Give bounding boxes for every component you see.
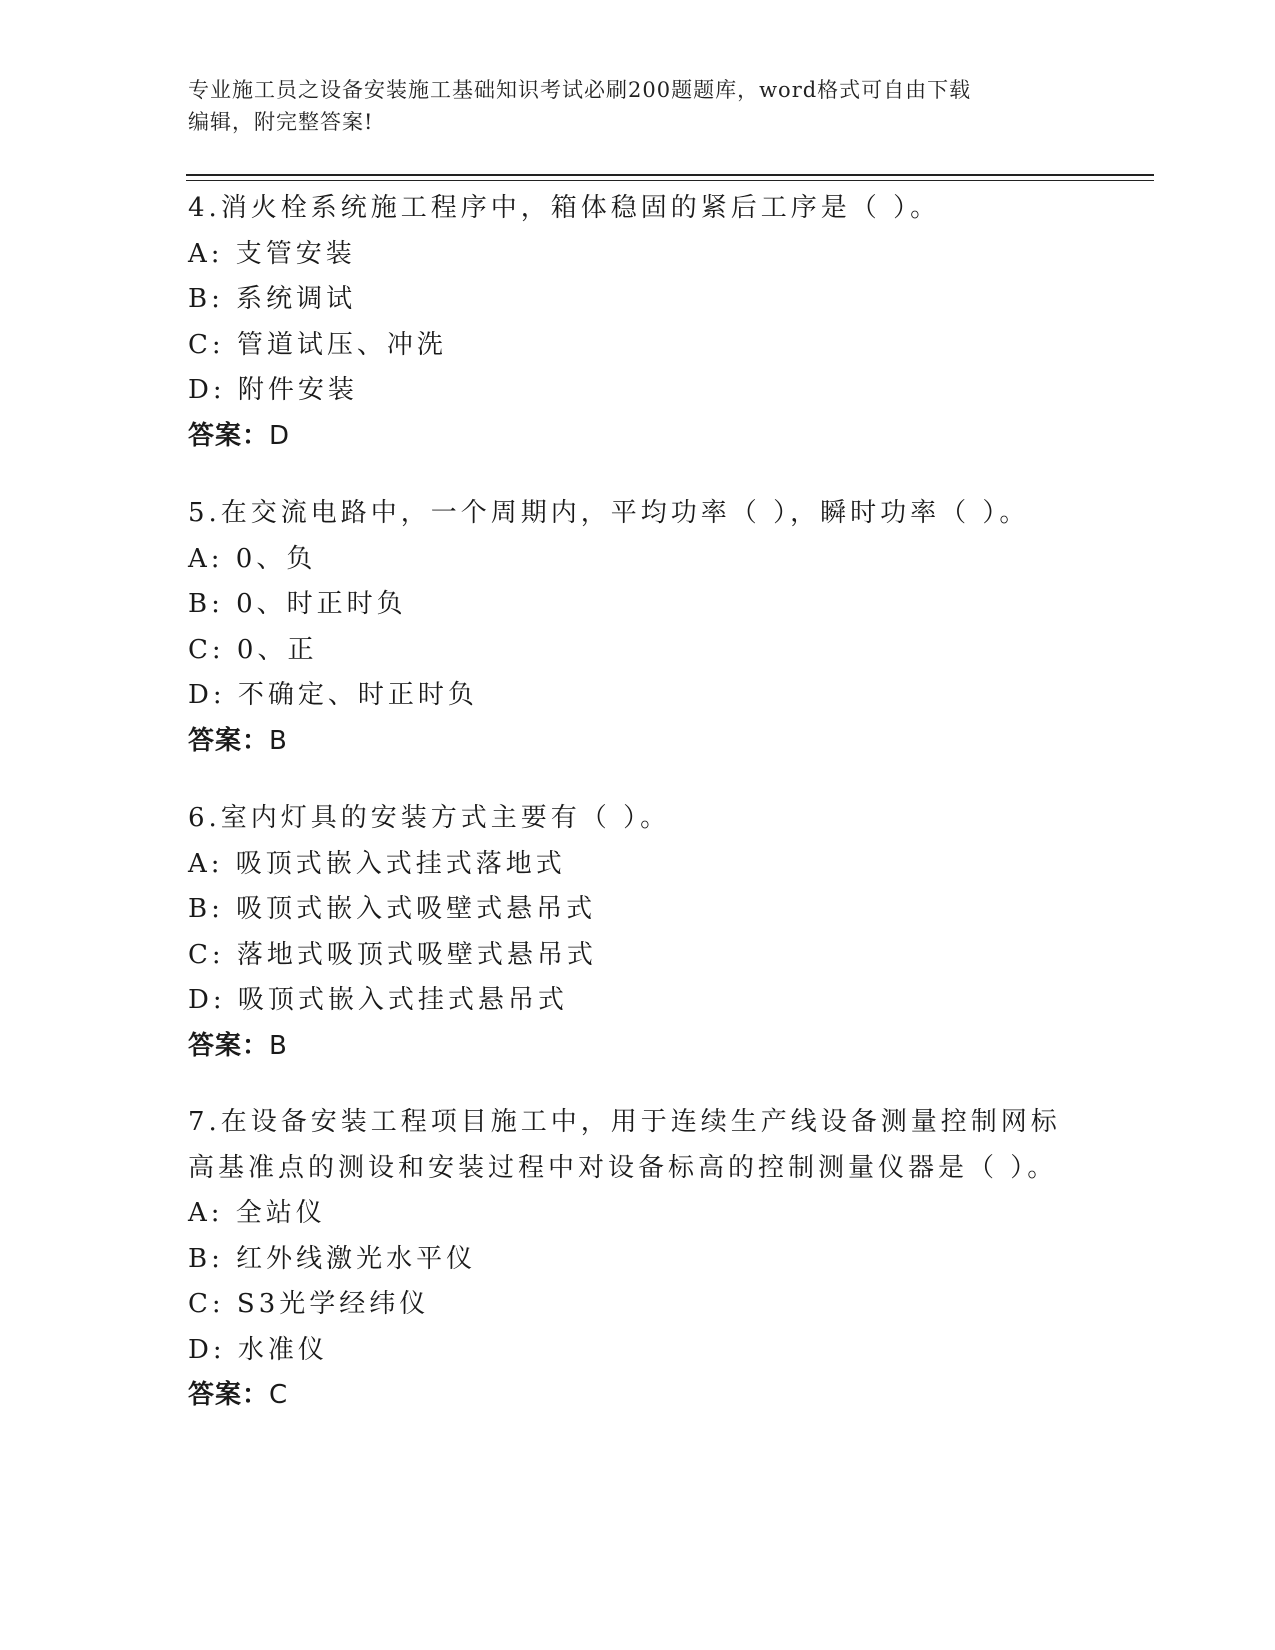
answer-line xyxy=(188,414,1088,460)
header-rule-thick xyxy=(186,174,1154,176)
question-stem: 5.在交流电路中，一个周期内，平均功率（ ），瞬时功率（ ）。 xyxy=(188,498,1030,528)
question-block xyxy=(188,796,1088,1069)
question-stem: 6.室内灯具的安装方式主要有（ ）。 xyxy=(188,803,671,833)
answer-label: 答案： xyxy=(188,725,270,756)
option-b: B: 吸顶式嵌入式吸壁式悬吊式 xyxy=(188,894,597,924)
question-block xyxy=(188,491,1088,764)
option-a: A: 吸顶式嵌入式挂式落地式 xyxy=(188,848,566,879)
option-b: B: 0、时正时负 xyxy=(188,589,407,619)
option-b: B: 红外线激光水平仪 xyxy=(188,1243,477,1274)
option-a: A: 0、负 xyxy=(188,543,317,574)
answer-value: D xyxy=(269,420,291,451)
header-rule-thin xyxy=(186,180,1154,181)
option-a: A: 全站仪 xyxy=(188,1198,326,1228)
answer-label: 答案： xyxy=(188,420,270,451)
answer-value: C xyxy=(269,1380,289,1410)
document-header xyxy=(188,74,1088,138)
option-c: C: 落地式吸顶式吸壁式悬吊式 xyxy=(188,939,597,970)
question-stem: 7.在设备安装工程项目施工中，用于连续生产线设备测量控制网标高基准点的测设和安装过程中对设备标高的控制测量仪器是（ ）。 xyxy=(188,1107,1061,1183)
answer-line xyxy=(188,1373,1068,1419)
option-d: D: 吸顶式嵌入式挂式悬吊式 xyxy=(188,985,568,1015)
option-c: C: 管道试压、冲洗 xyxy=(188,329,447,360)
header-line-2: 编辑，附完整答案! xyxy=(188,110,374,134)
option-a: A: 支管安装 xyxy=(188,238,356,269)
option-d: D: 附件安装 xyxy=(188,375,358,405)
question-stem: 4.消火栓系统施工程序中，箱体稳固的紧后工序是（ ）。 xyxy=(188,193,941,223)
option-c: C: 0、正 xyxy=(188,634,318,665)
option-b: B: 系统调试 xyxy=(188,284,357,314)
option-d: D: 不确定、时正时负 xyxy=(188,680,478,710)
question-block xyxy=(188,1100,1068,1419)
answer-label: 答案： xyxy=(188,1380,270,1410)
answer-line xyxy=(188,719,1088,765)
option-d: D: 水准仪 xyxy=(188,1334,328,1365)
question-block xyxy=(188,186,1088,459)
answer-value: B xyxy=(269,725,288,756)
answer-value: B xyxy=(269,1030,288,1061)
answer-label: 答案： xyxy=(188,1030,270,1061)
header-line-1: 专业施工员之设备安装施工基础知识考试必刷200题题库，word格式可自由下载 xyxy=(188,78,972,102)
answer-line xyxy=(188,1024,1088,1070)
option-c: C: S3光学经纬仪 xyxy=(188,1289,430,1319)
